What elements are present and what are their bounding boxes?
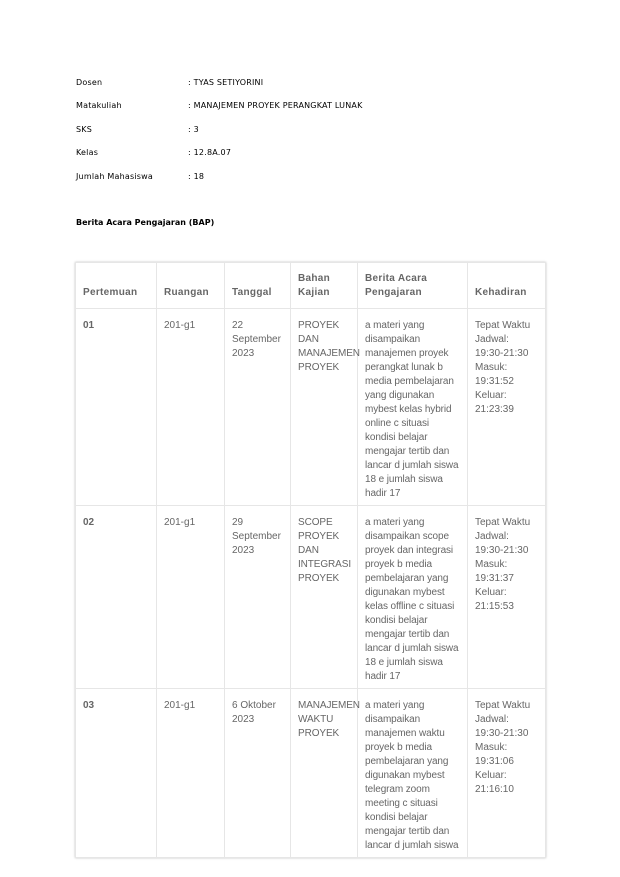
matakuliah-label: Matakuliah [76,101,122,110]
jumlah-mahasiswa-value: : 18 [188,172,205,181]
table-row [76,309,546,506]
bap-table [75,262,546,858]
cell-tanggal: 22 September 2023 [225,309,291,506]
cell-ruangan: 201-g1 [157,689,225,858]
table-header-row [76,263,546,309]
dosen-value: : TYAS SETIYORINI [188,78,264,87]
cell-ruangan: 201-g1 [157,506,225,689]
cell-ruangan: 201-g1 [157,309,225,506]
header-tanggal: Tanggal [225,263,291,309]
header-bahan-kajian: Bahan Kajian [291,263,358,309]
header-berita-acara: Berita Acara Pengajaran [358,263,468,309]
cell-pertemuan: 01 [76,309,157,506]
section-title: Berita Acara Pengajaran (BAP) [76,218,215,227]
sks-label: SKS [76,125,93,134]
header-pertemuan: Pertemuan [76,263,157,309]
cell-kehadiran: Tepat Waktu Jadwal: 19:30-21:30 Masuk: 19:31:52 Keluar: 21:23:39 [468,309,546,506]
cell-tanggal: 6 Oktober 2023 [225,689,291,858]
cell-berita-acara: a materi yang disampaikan scope proyek dan integrasi proyek b media pembelajaran yang digunakan mybest kelas offline c situasi kondisi belajar mengajar tertib dan lancar d jumlah siswa 18 e jumlah siswa hadir 17 [358,506,468,689]
dosen-label: Dosen [76,78,103,87]
header-ruangan: Ruangan [157,263,225,309]
jumlah-mahasiswa-label: Jumlah Mahasiswa [76,172,153,181]
cell-berita-acara: a materi yang disampaikan manajemen waktu proyek b media pembelajaran yang digunakan mybest telegram zoom meeting c situasi kondisi belajar mengajar tertib dan lancar d jumlah siswa [358,689,468,858]
cell-pertemuan: 02 [76,506,157,689]
cell-pertemuan: 03 [76,689,157,858]
table-row [76,506,546,689]
kelas-value: : 12.8A.07 [188,148,232,157]
cell-berita-acara: a materi yang disampaikan manajemen proyek perangkat lunak b media pembelajaran yang digunakan mybest kelas hybrid online c situasi kondisi belajar mengajar tertib dan lancar d jumlah siswa 18 e jumlah siswa hadir 17 [358,309,468,506]
cell-bahan-kajian: MANAJEMEN WAKTU PROYEK [291,689,358,858]
sks-value: : 3 [188,125,199,134]
cell-tanggal: 29 September 2023 [225,506,291,689]
kelas-label: Kelas [76,148,99,157]
matakuliah-value: : MANAJEMEN PROYEK PERANGKAT LUNAK [188,101,363,110]
header-kehadiran: Kehadiran [468,263,546,309]
cell-bahan-kajian: PROYEK DAN MANAJEMEN PROYEK [291,309,358,506]
cell-bahan-kajian: SCOPE PROYEK DAN INTEGRASI PROYEK [291,506,358,689]
cell-kehadiran: Tepat Waktu Jadwal: 19:30-21:30 Masuk: 19:31:37 Keluar: 21:15:53 [468,506,546,689]
cell-kehadiran: Tepat Waktu Jadwal: 19:30-21:30 Masuk: 19:31:06 Keluar: 21:16:10 [468,689,546,858]
table-row [76,689,546,858]
